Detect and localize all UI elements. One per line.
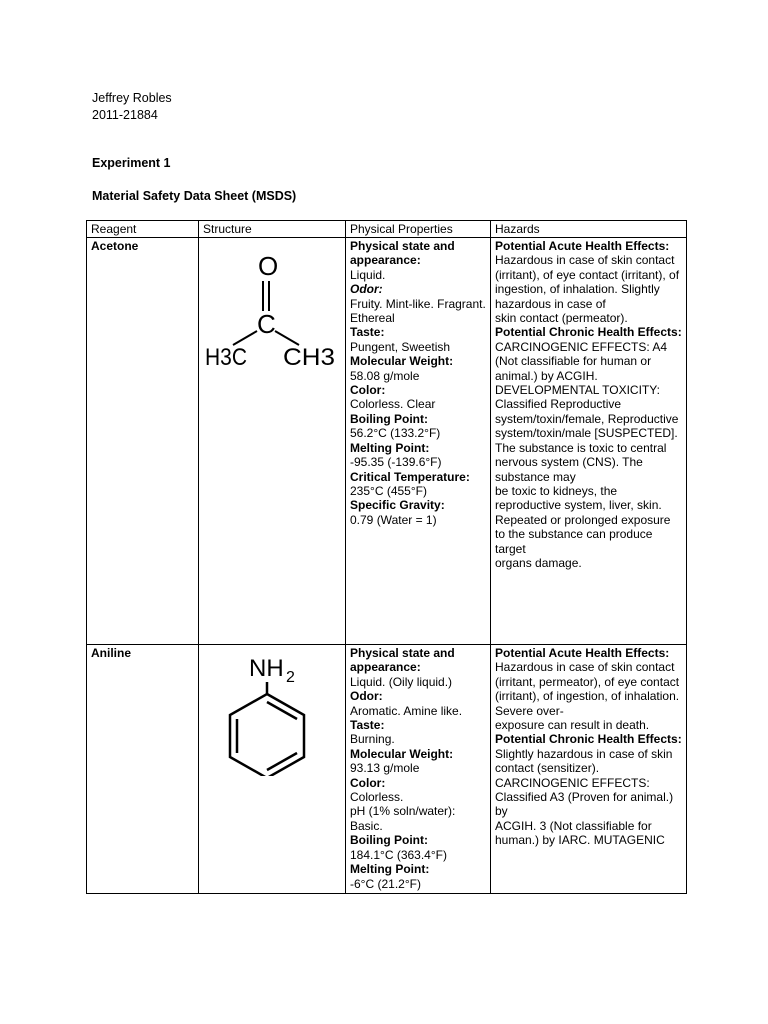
property-label: Odor: xyxy=(350,689,383,704)
property-label: Critical Temperature: xyxy=(350,469,470,484)
reagent-cell: Aniline xyxy=(87,645,199,894)
property-label: Melting Point: xyxy=(350,440,430,455)
header-hazards: Hazards xyxy=(491,221,687,238)
hazard-text: be toxic to kidneys, the reproductive system, liver, skin. Repeated or prolonged exposure to the substance can produce target xyxy=(495,483,671,556)
header-structure: Structure xyxy=(199,221,346,238)
property-value: 184.1°C (363.4°F) xyxy=(350,847,447,862)
document-title: Material Safety Data Sheet (MSDS) xyxy=(92,189,297,203)
property-label: Physical state and appearance: xyxy=(350,646,455,675)
structure-label: CH3 xyxy=(283,344,335,369)
msds-table xyxy=(86,220,687,894)
property-label: Boiling Point: xyxy=(350,833,428,848)
property-value: 0.79 (Water = 1) xyxy=(350,512,437,527)
hazards-cell xyxy=(491,645,687,894)
properties-cell xyxy=(346,238,491,645)
hazard-text: Slightly hazardous in case of skin contact (sensitizer). CARCINOGENIC EFFECTS: Classified A3 (Proven for animal.) by xyxy=(495,746,674,819)
hazard-text: Hazardous in case of skin contact (irritant, permeator), of eye contact (irritant), of ingestion, of inhalation. Severe over- xyxy=(495,660,680,718)
property-label: Melting Point: xyxy=(350,862,430,877)
structure-label: O xyxy=(258,251,279,281)
property-value: 93.13 g/mole xyxy=(350,761,420,776)
property-value: Pungent, Sweetish xyxy=(350,339,451,354)
property-label: Taste: xyxy=(350,325,385,340)
property-value: Colorless. Clear xyxy=(350,397,436,412)
structure-label: NH xyxy=(249,655,284,682)
hazard-text: skin contact (permeator). xyxy=(495,311,628,326)
reagent-cell: Acetone xyxy=(87,238,199,645)
structure-cell xyxy=(199,645,346,894)
table-row xyxy=(87,238,687,645)
hazard-label: Potential Chronic Health Effects: xyxy=(495,732,682,747)
property-label: Color: xyxy=(350,383,386,398)
experiment-title: Experiment 1 xyxy=(92,156,171,170)
student-id: 2011-21884 xyxy=(92,108,158,122)
hazard-label: Potential Chronic Health Effects: xyxy=(495,325,682,340)
property-label: Specific Gravity: xyxy=(350,498,445,513)
property-label: Boiling Point: xyxy=(350,411,428,426)
property-label: Color: xyxy=(350,775,386,790)
hazard-text: Hazardous in case of skin contact (irritant), of eye contact (irritant), of ingestion, of inhalation. Slightly hazardous in case of xyxy=(495,253,680,311)
hazard-label: Potential Acute Health Effects: xyxy=(495,239,670,253)
property-value: 58.08 g/mole xyxy=(350,368,420,383)
structure-label: C xyxy=(257,309,276,339)
property-value: Burning. xyxy=(350,732,395,747)
property-value: Aromatic. Amine like. xyxy=(350,703,463,718)
structure-cell xyxy=(199,238,346,645)
properties-cell xyxy=(346,645,491,894)
header-physical-properties: Physical Properties xyxy=(346,221,491,238)
hazard-text: CARCINOGENIC EFFECTS: A4 (Not classifiable for human or animal.) by ACGIH. DEVELOPMENTAL TOXICITY: Classified Reproductive system/toxin/female, Reproductive system/toxin/male [SUSPECTED]. The substance is toxic to central nervous system (CNS). The substance may xyxy=(495,339,679,484)
property-label: Molecular Weight: xyxy=(350,746,454,761)
property-label: Taste: xyxy=(350,718,385,733)
table-row xyxy=(87,645,687,894)
aniline-structure-icon xyxy=(203,646,341,776)
property-value: Liquid. (Oily liquid.) xyxy=(350,674,453,689)
hazard-label: Potential Acute Health Effects: xyxy=(495,646,670,660)
acetone-structure-icon xyxy=(203,239,341,369)
property-value: 56.2°C (133.2°F) xyxy=(350,426,441,441)
author-name: Jeffrey Robles xyxy=(92,91,172,105)
structure-label: H3C xyxy=(205,344,247,369)
property-value: 235°C (455°F) xyxy=(350,483,427,498)
property-label: Molecular Weight: xyxy=(350,354,454,369)
property-label: Physical state and appearance: xyxy=(350,239,455,268)
property-value: -6°C (21.2°F) xyxy=(350,876,421,891)
hazard-text: exposure can result in death. xyxy=(495,718,650,733)
property-value: Colorless. xyxy=(350,790,404,805)
property-label: Odor: xyxy=(350,282,383,297)
hazards-cell xyxy=(491,238,687,645)
hazard-text: organs damage. xyxy=(495,555,582,570)
property-value: -95.35 (-139.6°F) xyxy=(350,455,442,470)
property-value: Liquid. xyxy=(350,267,386,282)
structure-label: 2 xyxy=(286,669,295,686)
header-reagent: Reagent xyxy=(87,221,199,238)
property-value: Fruity. Mint-like. Fragrant. Ethereal xyxy=(350,296,486,326)
property-value: pH (1% soln/water): Basic. xyxy=(350,804,456,833)
hazard-text: ACGIH. 3 (Not classifiable for human.) by IARC. MUTAGENIC xyxy=(495,818,665,848)
table-header-row xyxy=(87,221,687,238)
